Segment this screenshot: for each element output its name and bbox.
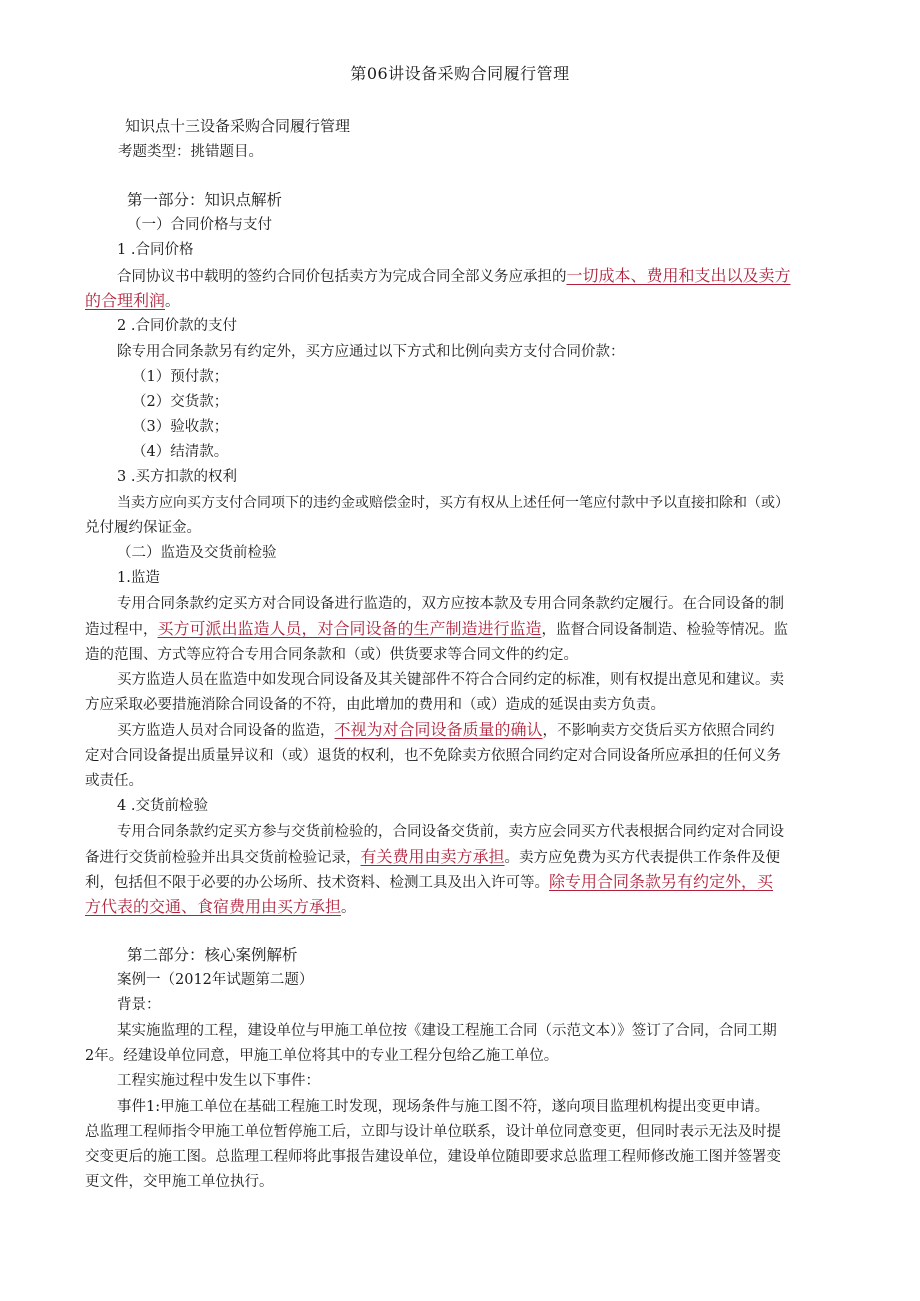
part1-heading: 第一部分：知识点解析 xyxy=(127,191,283,209)
section2-heading: （二）监造及交货前检验 xyxy=(117,545,277,561)
page-title: 第06讲设备采购合同履行管理 xyxy=(350,64,570,83)
highlight-profit: 的合理利润 xyxy=(85,291,166,310)
supervision-p3-line1 xyxy=(117,720,775,741)
section1-heading: （一）合同价格与支付 xyxy=(127,217,272,233)
item2-heading: 2 .合同价款的支付 xyxy=(117,318,237,334)
supervision-heading: 1.监造 xyxy=(117,570,160,586)
events-intro: 工程实施过程中发生以下事件： xyxy=(117,1073,320,1089)
text-run: 利，包括但不限于必要的办公场所、技术资料、检测工具及出入许可等。 xyxy=(85,875,549,891)
question-type: 考题类型：挑错题目。 xyxy=(118,144,263,160)
text-run: 。卖方应免费为买方代表提供工作条件及便 xyxy=(504,850,781,866)
highlight-cost-scope: 一切成本、费用和支出以及卖方 xyxy=(566,266,791,285)
payment-list-item: （3）验收款； xyxy=(132,419,229,435)
case-title: 案例一（2012年试题第二题） xyxy=(117,972,314,988)
event1-line4: 更文件，交甲施工单位执行。 xyxy=(85,1174,274,1190)
supervision-p1-line1: 专用合同条款约定买方对合同设备进行监造的，双方应按本款及专用合同条款约定履行。在合同设备的制 xyxy=(117,596,784,612)
inspection-line1: 专用合同条款约定买方参与交货前检验的，合同设备交货前，卖方应会同买方代表根据合同约定对合同设 xyxy=(117,824,784,840)
text-run: 造过程中， xyxy=(85,622,158,638)
background-label: 背景： xyxy=(117,997,161,1013)
event1-line1: 事件1:甲施工单位在基础工程施工时发现，现场条件与施工图不符，遂向项目监理机构提出变更申请。 xyxy=(117,1099,770,1115)
highlight-not-quality-confirmation: 不视为对合同设备质量的确认 xyxy=(334,720,543,739)
inspection-line2 xyxy=(85,847,780,868)
item3-line1: 当卖方应向买方支付合同项下的违约金或赔偿金时，买方有权从上述任何一笔应付款中予以直接扣除和（或） xyxy=(117,495,789,511)
item1-heading: 1 .合同价格 xyxy=(117,242,194,258)
supervision-p3-line3: 或责任。 xyxy=(85,773,143,789)
payment-list-item: （2）交货款； xyxy=(132,394,229,410)
inspection-line4 xyxy=(85,897,356,918)
item1-line1 xyxy=(117,266,791,287)
inspection-line3 xyxy=(85,872,773,893)
item1-text: 合同协议书中载明的签约合同价包括卖方为完成合同全部义务应承担的 xyxy=(117,269,567,285)
supervision-p3-line2: 定对合同设备提出质量异议和（或）退货的权利，也不免除卖方依照合同约定对合同设备所应承担的任何义务 xyxy=(85,748,781,764)
text-run: ，不影响卖方交货后买方依照合同约 xyxy=(542,723,775,739)
item1-line2 xyxy=(85,291,180,312)
highlight-buyer-bears-travel: 方代表的交通、食宿费用由买方承担 xyxy=(85,897,342,916)
text-run: ，监督合同设备制造、检验等情况。监 xyxy=(541,622,789,638)
punctuation: 。 xyxy=(341,900,356,916)
highlight-seller-bears-cost: 有关费用由卖方承担 xyxy=(360,847,505,866)
event1-line2: 总监理工程师指令甲施工单位暂停施工后，立即与设计单位联系，设计单位同意变更，但同时表示无法及时提 xyxy=(85,1124,781,1140)
payment-list-item: （1）预付款； xyxy=(132,369,229,385)
item3-heading: 3 .买方扣款的权利 xyxy=(117,469,237,485)
punctuation: 。 xyxy=(165,294,180,310)
inspection-heading: 4 .交货前检验 xyxy=(117,798,208,814)
item3-line2: 兑付履约保证金。 xyxy=(85,520,201,536)
highlight-buyer-rep-costs: 除专用合同条款另有约定外，买 xyxy=(549,872,774,891)
supervision-p1-line3: 造的范围、方式等应符合专用合同条款和（或）供货要求等合同文件的约定。 xyxy=(85,647,578,663)
part2-heading: 第二部分：核心案例解析 xyxy=(127,946,298,964)
item2-text: 除专用合同条款另有约定外，买方应通过以下方式和比例向卖方支付合同价款： xyxy=(117,344,625,360)
knowledge-point-heading: 知识点十三设备采购合同履行管理 xyxy=(125,117,351,135)
text-run: 备进行交货前检验并出具交货前检验记录， xyxy=(85,850,361,866)
supervision-p1-line2 xyxy=(85,619,788,640)
text-run: 买方监造人员对合同设备的监造， xyxy=(117,723,335,739)
supervision-p2-line1: 买方监造人员在监造中如发现合同设备及其关键部件不符合合同约定的标准，则有权提出意见和建议。卖 xyxy=(117,672,784,688)
event1-line3: 交变更后的施工图。总监理工程师将此事报告建设单位，建设单位随即要求总监理工程师修改施工图并签署变 xyxy=(85,1149,781,1165)
background-line1: 某实施监理的工程，建设单位与甲施工单位按《建设工程施工合同（示范文本）》签订了合同，合同工期 xyxy=(117,1023,777,1039)
highlight-supervision-right: 买方可派出监造人员，对合同设备的生产制造进行监造 xyxy=(157,619,542,638)
supervision-p2-line2: 方应采取必要措施消除合同设备的不符，由此增加的费用和（或）造成的延误由卖方负责。 xyxy=(85,697,665,713)
payment-list-item: （4）结清款。 xyxy=(132,444,229,460)
background-line2: 2年。经建设单位同意，甲施工单位将其中的专业工程分包给乙施工单位。 xyxy=(85,1048,559,1064)
